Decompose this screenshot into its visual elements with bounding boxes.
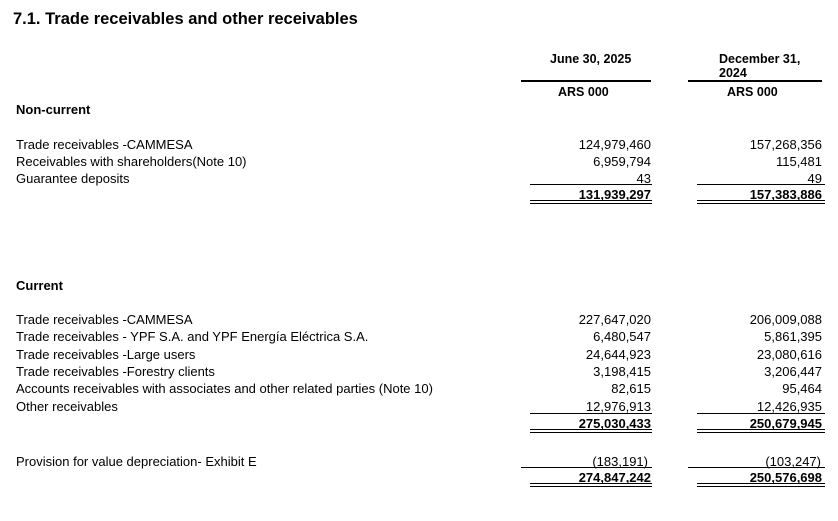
cur-row-value-2025: 24,644,923 xyxy=(585,347,651,362)
cur-subtotal-2025: 275,030,433 xyxy=(578,416,651,431)
col-2024-date-line2: 2024 xyxy=(719,66,747,80)
cur-row-value-2024: 12,426,935 xyxy=(756,399,822,414)
provision-label: Provision for value depreciation- Exhibit E xyxy=(16,454,257,469)
current-heading: Current xyxy=(16,278,63,293)
cur-row-label: Trade receivables - YPF S.A. and YPF Energía Eléctrica S.A. xyxy=(16,329,369,344)
cur-row-label: Accounts receivables with associates and other related parties (Note 10) xyxy=(16,381,433,396)
cur-row-value-2025: 6,480,547 xyxy=(593,329,651,344)
cur-row-label: Trade receivables -CAMMESA xyxy=(16,312,193,327)
col-2024-unit: ARS 000 xyxy=(727,85,778,99)
nc-sum-rule-2025 xyxy=(530,184,652,185)
cur-sum-rule-2025 xyxy=(530,413,652,414)
provision-value-2024: (103,247) xyxy=(765,454,821,469)
col-2024-header-rule xyxy=(688,80,822,82)
nc-row-value-2024: 157,268,356 xyxy=(749,137,822,152)
nc-row-label: Guarantee deposits xyxy=(16,171,130,186)
cur-row-value-2024: 95,464 xyxy=(782,381,822,396)
cur-row-label: Trade receivables -Large users xyxy=(16,347,196,362)
col-2025-date: June 30, 2025 xyxy=(550,52,632,66)
nc-row-label: Receivables with shareholders(Note 10) xyxy=(16,154,247,169)
nc-row-label: Trade receivables -CAMMESA xyxy=(16,137,193,152)
nc-row-value-2024: 115,481 xyxy=(775,154,822,169)
cur-row-value-2024: 5,861,395 xyxy=(764,329,822,344)
cur-row-value-2024: 206,009,088 xyxy=(749,312,822,327)
nc-row-value-2025: 6,959,794 xyxy=(593,154,651,169)
cur-row-label: Trade receivables -Forestry clients xyxy=(16,364,215,379)
grand-total-rule-2024 xyxy=(697,483,825,484)
cur-row-value-2025: 227,647,020 xyxy=(578,312,651,327)
provision-value-2025: (183,191) xyxy=(592,454,648,469)
cur-subtotal-rule-2025 xyxy=(530,429,652,430)
col-2024-date-line1: December 31, xyxy=(719,52,801,66)
page-title: 7.1. Trade receivables and other receivables xyxy=(13,10,358,28)
nc-total-2024: 157,383,886 xyxy=(749,187,822,202)
nc-total-double-rule-2025 xyxy=(530,203,652,204)
cur-row-value-2025: 12,976,913 xyxy=(585,399,651,414)
cur-subtotal-rule-2024 xyxy=(697,429,825,430)
grand-total-2025: 274,847,242 xyxy=(578,470,651,485)
nc-row-value-2025: 43 xyxy=(636,171,651,186)
grand-total-2024: 250,576,698 xyxy=(749,470,822,485)
nc-sum-rule-2024 xyxy=(697,184,825,185)
grand-total-rule-2025 xyxy=(530,483,652,484)
nc-row-value-2024: 49 xyxy=(807,171,822,186)
grand-total-double-rule-2025 xyxy=(530,486,652,487)
cur-subtotal-2024: 250,679,945 xyxy=(749,416,822,431)
non-current-heading: Non-current xyxy=(16,102,91,117)
cur-row-value-2024: 23,080,616 xyxy=(756,347,822,362)
cur-row-value-2025: 82,615 xyxy=(611,381,651,396)
col-2025-header-rule xyxy=(521,80,651,82)
cur-subtotal-double-rule-2024 xyxy=(697,432,825,433)
nc-total-rule-2024 xyxy=(697,200,825,201)
provision-rule-2024 xyxy=(688,467,825,468)
col-2025-unit: ARS 000 xyxy=(558,85,609,99)
nc-total-double-rule-2024 xyxy=(697,203,825,204)
cur-sum-rule-2024 xyxy=(697,413,825,414)
cur-row-label: Other receivables xyxy=(16,399,118,414)
nc-row-value-2025: 124,979,460 xyxy=(578,137,651,152)
provision-rule-2025 xyxy=(521,467,652,468)
grand-total-double-rule-2024 xyxy=(697,486,825,487)
nc-total-rule-2025 xyxy=(530,200,652,201)
cur-subtotal-double-rule-2025 xyxy=(530,432,652,433)
cur-row-value-2024: 3,206,447 xyxy=(764,364,822,379)
nc-total-2025: 131,939,297 xyxy=(578,187,651,202)
cur-row-value-2025: 3,198,415 xyxy=(593,364,651,379)
